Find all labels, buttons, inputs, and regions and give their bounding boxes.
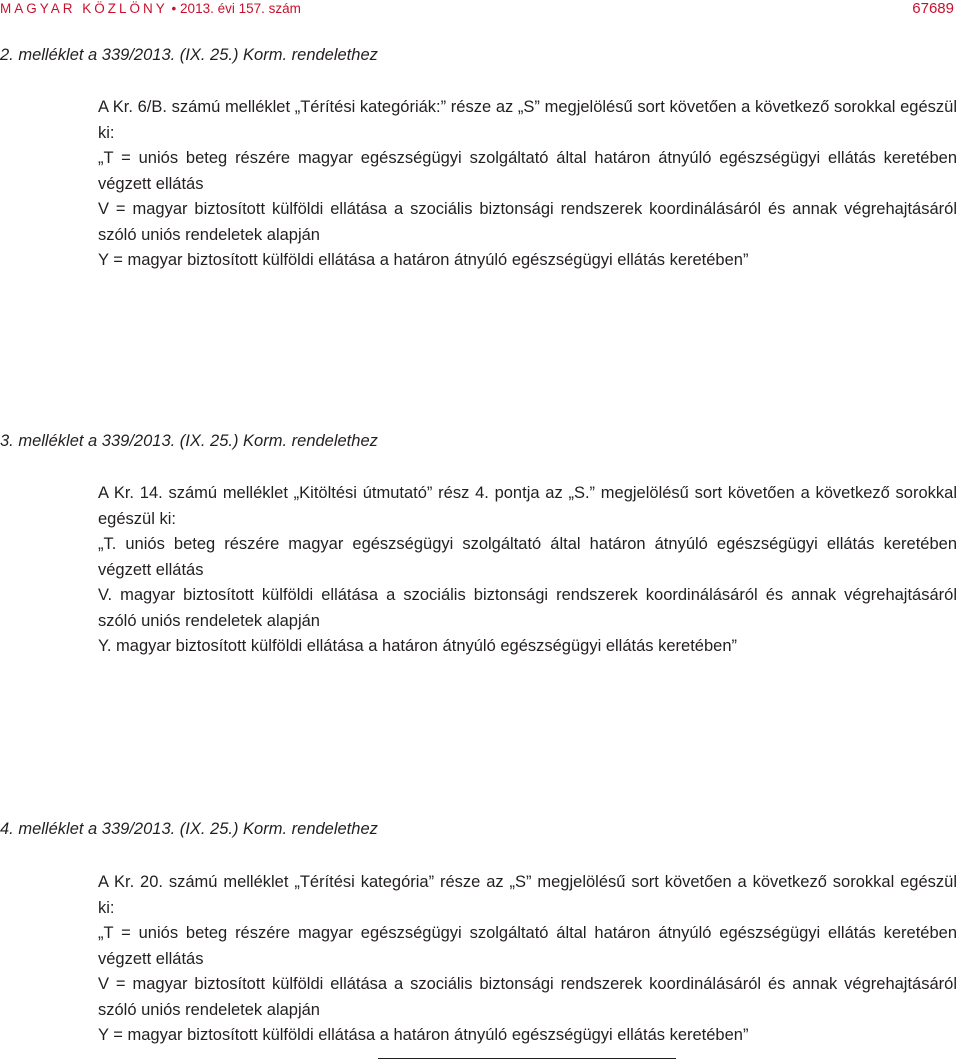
code-t-paragraph: „T. uniós beteg részére magyar egészségügyi szolgáltató által határon átnyúló egészségügyi ellátás keretében végzett ellátás: [98, 535, 957, 579]
intro-paragraph: A Kr. 14. számú melléklet „Kitöltési útmutató” rész 4. pontja az „S.” megjelölésű sort követően a következő sorokkal egészül ki:: [98, 484, 957, 528]
intro-paragraph: A Kr. 20. számú melléklet „Térítési kategória” része az „S” megjelölésű sort követően a következő sorokkal egészül ki:: [98, 873, 957, 917]
code-t-paragraph: „T = uniós beteg részére magyar egészségügyi szolgáltató által határon átnyúló egészségügyi ellátás keretében végzett ellátás: [98, 149, 957, 193]
section-title-annex-4: 4. melléklet a 339/2013. (IX. 25.) Korm. rendelethez: [0, 820, 378, 838]
code-y-paragraph: Y. magyar biztosított külföldi ellátása a határon átnyúló egészségügyi ellátás keretében”: [98, 637, 737, 655]
code-v-paragraph: V = magyar biztosított külföldi ellátása a szociális biztonsági rendszerek koordinálásáról és annak végrehajtásáról szóló uniós rendeletek alapján: [98, 975, 957, 1019]
running-head: [0, 1, 301, 16]
section-body-annex-3: [98, 481, 957, 660]
header-bullet: •: [171, 1, 177, 16]
code-y-paragraph: Y = magyar biztosított külföldi ellátása a határon átnyúló egészségügyi ellátás keretében”: [98, 1026, 749, 1044]
code-v-paragraph: V = magyar biztosított külföldi ellátása a szociális biztonsági rendszerek koordinálásáról és annak végrehajtásáról szóló uniós rendeletek alapján: [98, 200, 957, 244]
section-title-annex-2: 2. melléklet a 339/2013. (IX. 25.) Korm. rendelethez: [0, 46, 378, 64]
publication-name: MAGYAR KÖZLÖNY: [0, 1, 168, 16]
intro-paragraph: A Kr. 6/B. számú melléklet „Térítési kategóriák:” része az „S” megjelölésű sort követően a következő sorokkal egészül ki:: [98, 98, 957, 142]
section-body-annex-2: [98, 95, 957, 274]
issue-label: 2013. évi 157. szám: [180, 1, 301, 16]
section-title-annex-3: 3. melléklet a 339/2013. (IX. 25.) Korm. rendelethez: [0, 432, 378, 450]
end-of-text-rule: [378, 1058, 676, 1059]
page-number: 67689: [912, 0, 954, 17]
page-header: [0, 0, 960, 20]
code-v-paragraph: V. magyar biztosított külföldi ellátása a szociális biztonsági rendszerek koordinálásáról és annak végrehajtásáról szóló uniós rendeletek alapján: [98, 586, 957, 630]
section-body-annex-4: [98, 870, 957, 1049]
code-y-paragraph: Y = magyar biztosított külföldi ellátása a határon átnyúló egészségügyi ellátás keretében”: [98, 251, 749, 269]
code-t-paragraph: „T = uniós beteg részére magyar egészségügyi szolgáltató által határon átnyúló egészségügyi ellátás keretében végzett ellátás: [98, 924, 957, 968]
